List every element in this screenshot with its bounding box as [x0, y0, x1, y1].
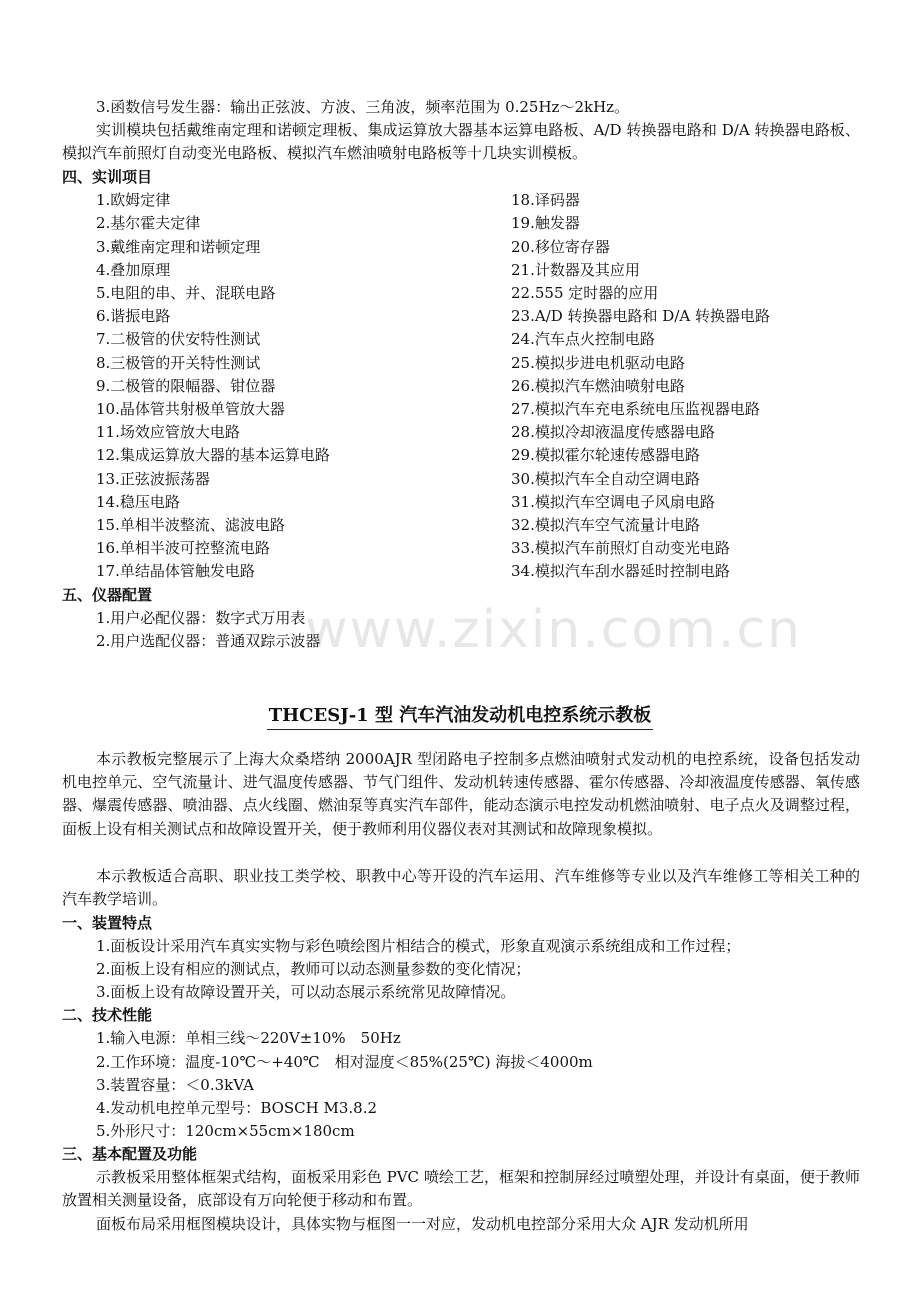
document-title: THCESJ-1 型 汽车汽油发动机电控系统示教板 [267, 703, 654, 730]
list-item: 13.正弦波振荡器 [96, 470, 210, 488]
section-heading-training-items: 四、实训项目 [62, 168, 153, 186]
list-item: 4.发动机电控单元型号：BOSCH M3.8.2 [96, 1099, 378, 1117]
list-item: 21.计数器及其应用 [511, 261, 640, 279]
list-item: 2.用户选配仪器：普通双踪示波器 [96, 632, 321, 650]
section-heading-features: 一、装置特点 [62, 914, 153, 932]
module-description-paragraph: 实训模块包括戴维南定理和诺顿定理板、集成运算放大器基本运算电路板、A/D 转换器电路和 D/A 转换器电路板、模拟汽车前照灯自动变光电路板、模拟汽车燃油喷射电路板等十几块实训模板。 [62, 121, 860, 163]
list-item: 2.基尔霍夫定律 [96, 214, 201, 232]
section-heading-configuration: 三、基本配置及功能 [62, 1145, 198, 1163]
list-item: 1.用户必配仪器：数字式万用表 [96, 609, 306, 627]
list-item: 18.译码器 [511, 191, 580, 209]
list-item: 7.二极管的伏安特性测试 [96, 330, 261, 348]
intro-paragraph: 本示教板适合高职、职业技工类学校、职教中心等开设的汽车运用、汽车维修等专业以及汽车维修工等相关工种的汽车教学培训。 [62, 867, 860, 909]
list-item: 1.输入电源：单相三线～220V±10% 50Hz [96, 1029, 401, 1047]
list-item: 2.工作环境：温度-10℃～+40℃ 相对湿度＜85%(25℃) 海拔＜4000m [96, 1053, 593, 1071]
list-item: 19.触发器 [511, 214, 580, 232]
document-title-row [0, 703, 920, 730]
list-item: 5.外形尺寸：120cm×55cm×180cm [96, 1122, 355, 1140]
list-item: 22.555 定时器的应用 [511, 284, 659, 302]
list-item: 31.模拟汽车空调电子风扇电路 [511, 493, 715, 511]
configuration-paragraph: 示教板采用整体框架式结构，面板采用彩色 PVC 喷绘工艺，框架和控制屏经过喷塑处理，并设计有桌面，便于教师放置相关测量设备，底部设有万向轮便于移动和布置。 [62, 1168, 860, 1210]
list-item: 29.模拟霍尔轮速传感器电路 [511, 446, 700, 464]
list-item: 1.欧姆定律 [96, 191, 171, 209]
list-item: 9.二极管的限幅器、钳位器 [96, 377, 276, 395]
list-item: 26.模拟汽车燃油喷射电路 [511, 377, 685, 395]
section-heading-specs: 二、技术性能 [62, 1006, 153, 1024]
layout-paragraph: 面板布局采用框图模块设计，具体实物与框图一一对应，发动机电控部分采用大众 AJR 发动机所用 [96, 1215, 749, 1233]
list-item: 6.谐振电路 [96, 307, 171, 325]
list-item: 3.戴维南定理和诺顿定理 [96, 238, 261, 256]
list-item: 10.晶体管共射极单管放大器 [96, 400, 285, 418]
list-item: 8.三极管的开关特性测试 [96, 354, 261, 372]
list-item: 27.模拟汽车充电系统电压监视器电路 [511, 400, 760, 418]
list-item: 15.单相半波整流、滤波电路 [96, 516, 285, 534]
intro-paragraph: 本示教板完整展示了上海大众桑塔纳 2000AJR 型闭路电子控制多点燃油喷射式发动机的电控系统，设备包括发动机电控单元、空气流量计、进气温度传感器、节气门组件、发动机转速传感器、霍尔传感器、冷却液温度传感器、氧传感器、爆震传感器、喷油器、点火线圈、燃油泵等真实汽车部件，能动态演示电控发动机燃油喷射、电子点火及调整过程，面板上设有相关测试点和故障设置开关，便于教师利用仪器仪表对其测试和故障现象模拟。 [62, 750, 860, 838]
list-item: 20.移位寄存器 [511, 238, 610, 256]
list-item: 4.叠加原理 [96, 261, 171, 279]
generator-spec-line: 3.函数信号发生器：输出正弦波、方波、三角波，频率范围为 0.25Hz～2kHz。 [96, 98, 630, 116]
list-item: 34.模拟汽车刮水器延时控制电路 [511, 562, 730, 580]
list-item: 11.场效应管放大电路 [96, 423, 240, 441]
list-item: 25.模拟步进电机驱动电路 [511, 354, 685, 372]
watermark: www.zixin.com.cn [305, 600, 802, 660]
list-item: 16.单相半波可控整流电路 [96, 539, 270, 557]
list-item: 12.集成运算放大器的基本运算电路 [96, 446, 330, 464]
list-item: 3.装置容量：＜0.3kVA [96, 1076, 254, 1094]
list-item: 30.模拟汽车全自动空调电路 [511, 470, 700, 488]
list-item: 32.模拟汽车空气流量计电路 [511, 516, 700, 534]
list-item: 1.面板设计采用汽车真实实物与彩色喷绘图片相结合的模式，形象直观演示系统组成和工作过程； [96, 937, 741, 955]
list-item: 28.模拟冷却液温度传感器电路 [511, 423, 715, 441]
list-item: 23.A/D 转换器电路和 D/A 转换器电路 [511, 307, 770, 325]
list-item: 14.稳压电路 [96, 493, 180, 511]
list-item: 2.面板上设有相应的测试点，教师可以动态测量参数的变化情况； [96, 960, 531, 978]
section-heading-instruments: 五、仪器配置 [62, 586, 153, 604]
list-item: 3.面板上设有故障设置开关，可以动态展示系统常见故障情况。 [96, 983, 516, 1001]
list-item: 24.汽车点火控制电路 [511, 330, 655, 348]
list-item: 33.模拟汽车前照灯自动变光电路 [511, 539, 730, 557]
list-item: 5.电阻的串、并、混联电路 [96, 284, 276, 302]
list-item: 17.单结晶体管触发电路 [96, 562, 255, 580]
